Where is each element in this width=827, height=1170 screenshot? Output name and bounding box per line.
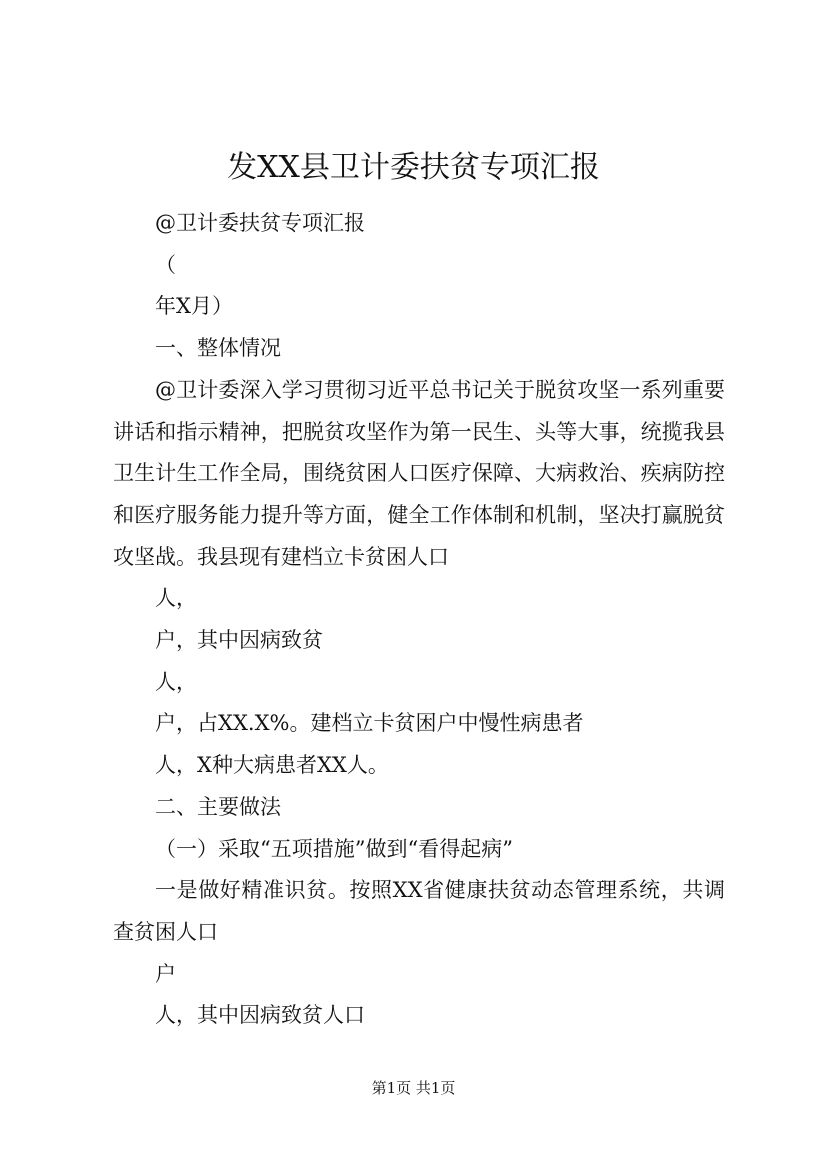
paragraph-people-1: 人， (155, 586, 197, 611)
paragraph-open-paren: （ (155, 252, 176, 277)
document-body (113, 203, 725, 1037)
paragraph-households-1: 户，其中因病致贫 (155, 628, 323, 653)
paragraph-households-3: 户 (155, 961, 176, 986)
page-footer: 第1页 共1页 (371, 1079, 456, 1097)
subsection-heading-five-measures: （一）采取“五项措施”做到“看得起病” (155, 836, 513, 861)
paragraph-date: 年X月） (155, 294, 233, 319)
paragraph-identification: 一是做好精准识贫。按照XX省健康扶贫动态管理系统，共调查贫困人口 (113, 878, 725, 944)
paragraph-households-2: 户，占XX.X%。建档立卡贫困户中慢性病患者 (155, 711, 584, 736)
section-heading-overview: 一、整体情况 (155, 336, 281, 361)
paragraph-subtitle: @卫计委扶贫专项汇报 (155, 211, 365, 235)
section-heading-measures: 二、主要做法 (155, 794, 281, 819)
paragraph-people-3: 人，其中因病致贫人口 (155, 1003, 365, 1028)
paragraph-overview: @卫计委深入学习贯彻习近平总书记关于脱贫攻坚一系列重要讲话和指示精神，把脱贫攻坚作为第一民生、头等大事，统揽我县卫生计生工作全局，围绕贫困人口医疗保障、大病救治、疾病防控和医疗服务能力提升等方面，健全工作体制和机制，坚决打赢脱贫攻坚战。我县现有建档立卡贫困人口 (113, 377, 725, 569)
paragraph-people-2: 人， (155, 669, 197, 694)
paragraph-disease-stats: 人，X种大病患者XX人。 (155, 753, 389, 778)
document-title: 发XX县卫计委扶贫专项汇报 (227, 150, 600, 185)
